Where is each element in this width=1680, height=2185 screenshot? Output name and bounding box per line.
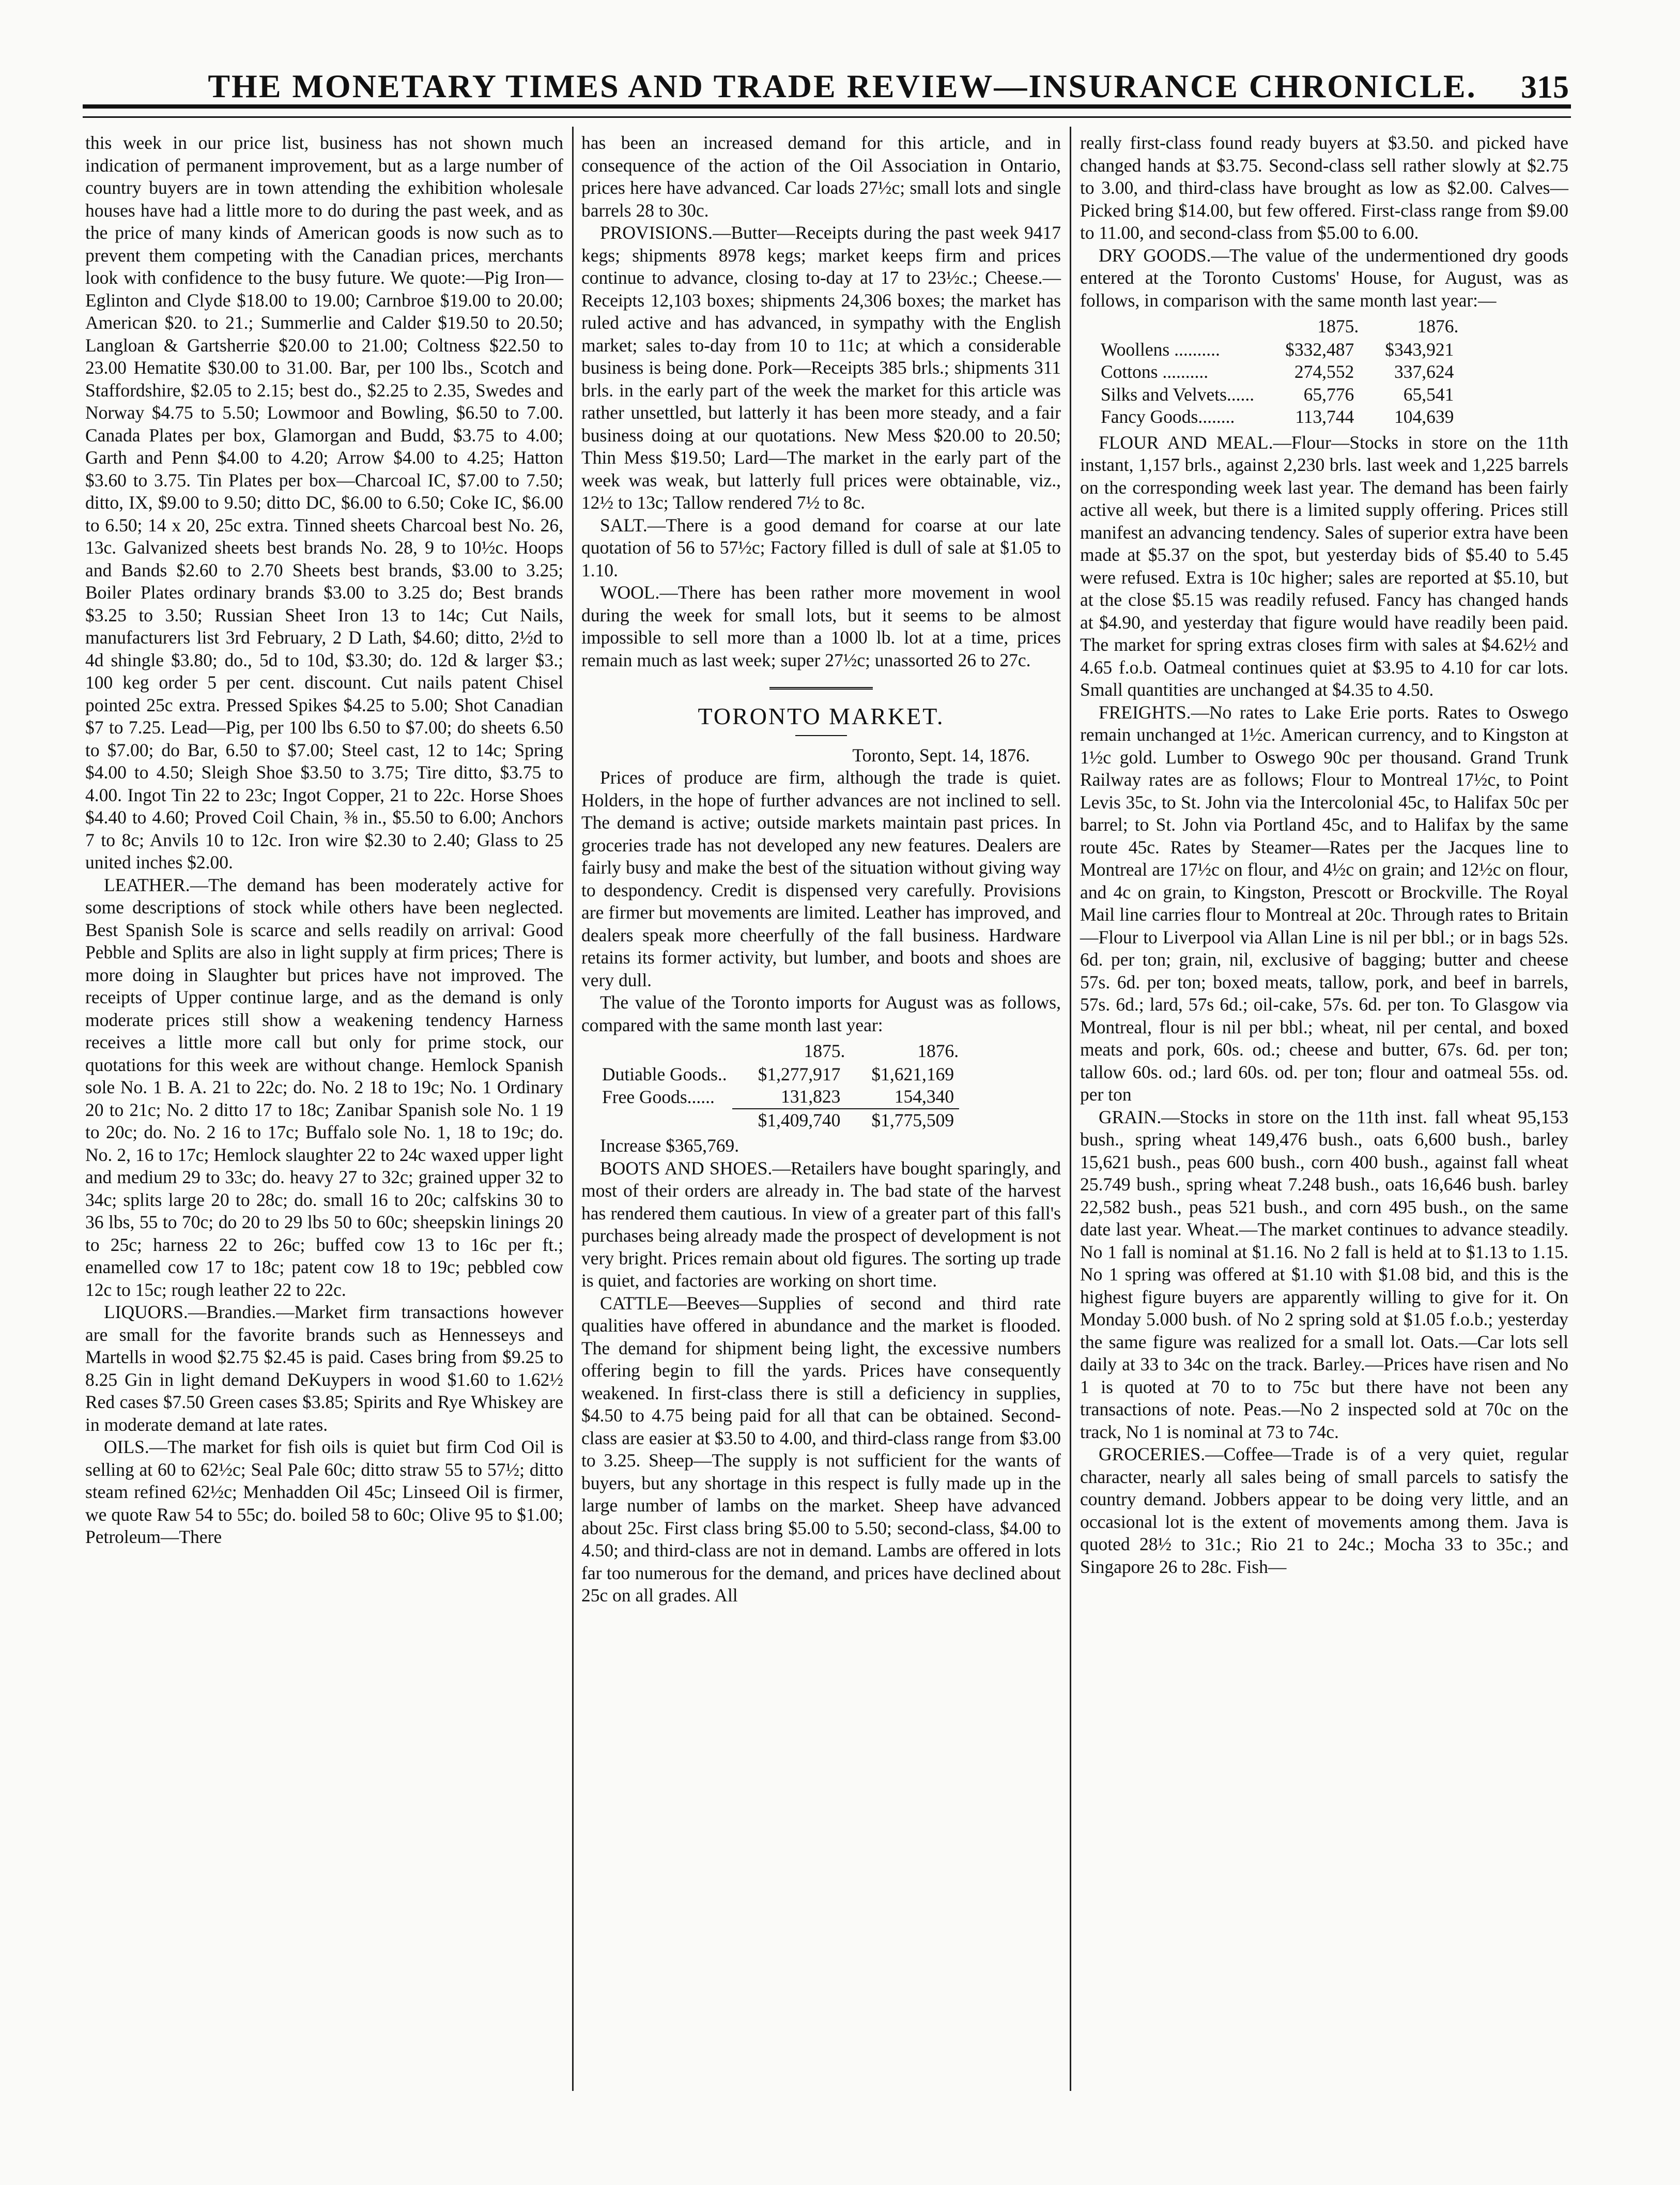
freights-paragraph: FREIGHTS.—No rates to Lake Erie ports. Rates to Oswego remain unchanged at 1½c. American currency, and to Kingston at 1½c gold. Lumber to Oswego 90c per thousand. Grand Trunk Railway rates are as follows; Flour to Montreal 17½c, to Point Levis 35c, to St. John via the Intercolonial 45c, to Halifax 50c per barrel; to St. John via Portland 45c, and to Halifax by the same route 45c. Rates by Steamer—Rates per the Jacques line to Montreal are 17½c on flour, and 4½c on grain; and 12½c on flour, and 4c on grain, to Kingston, Prescott or Brockville. The Royal Mail line carries flour to Montreal at 20c. Through rates to Britain—Flour to Liverpool via Allan Line is nil per bbl.; or in bags 52s. 6d. per ton; grain, nil, exclusive of bagging; butter and cheese 57s. 6d. per ton; boxed meats, tallow, pork, and beef in barrels, 57s. 6d.; lard, 57s 6d.; oil-cake, 57s. 6d. per ton. To Glasgow via Montreal, flour is nil per bbl.; wheat, nil per cental, and boxed meats and pork, 60s. od.; cheese and butter, 67s. 6d. per ton; tallow 60s. od.; lard 60s. od. per ton; flour and oatmeal 55s. od. per ton <box>1080 701 1568 1105</box>
salt-paragraph: SALT.—There is a good demand for coarse at our late quotation of 56 to 57½c; Factory filled is dull of sale at $1.05 to 1.10. <box>581 514 1061 580</box>
dry-goods-table-header <box>1101 315 1459 339</box>
value-1876: $343,921 <box>1385 339 1454 360</box>
row-label: Woollens .......... <box>1101 339 1220 360</box>
row-label: Cottons .......... <box>1101 361 1209 382</box>
boots-shoes-paragraph: BOOTS AND SHOES.—Retailers have bought sparingly, and most of their orders are already in. The bad state of the harvest has rendered them cautious. In view of a greater part of this fall's purchases being already made the prospect of development is not very bright. Prices remain about old figures. The sorting up trade is quiet, and factories are working on short time. <box>581 1157 1061 1291</box>
value-1875: $1,277,917 <box>758 1063 841 1084</box>
table-row <box>602 1063 959 1086</box>
total-1875: $1,409,740 <box>732 1109 846 1132</box>
toronto-market-title: TORONTO MARKET. <box>698 703 945 729</box>
table-row <box>602 1086 959 1109</box>
value-1876: 337,624 <box>1394 361 1454 382</box>
oils-paragraph: OILS.—The market for fish oils is quiet but firm Cod Oil is selling at 60 to 62½c; Seal Pale 60c; ditto straw 55 to 57½; ditto steam refined 62½c; Menhadden Oil 45c; Linseed Oil is firmer, we quote Raw 54 to 55c; do. boiled 58 to 60c; Olive 95 to $1.00; Petroleum—There <box>85 1437 563 1547</box>
table-row <box>1101 384 1459 406</box>
imports-table-header <box>602 1040 959 1063</box>
imports-table <box>602 1040 959 1132</box>
section-divider <box>769 687 873 690</box>
value-1876: $1,621,169 <box>871 1063 954 1084</box>
row-label: Silks and Velvets...... <box>1101 384 1255 405</box>
hardware-paragraph: this week in our price list, business has not shown much indication of permanent improvement, but as a large number of country buyers are in town attending the exhibition wholesale houses have had a little more to do during the past week, and as the price of many kinds of American goods is now such as to prevent them competing with the Canadian prices, merchants look with confidence to the busy future. We quote:—Pig Iron—Eglinton and Clyde $18.00 to 19.00; Carnbroe $19.00 to 20.00; American $20. to 21.; Summerlie and Calder $19.50 to 20.50; Langloan & Gartsherrie $20.00 to 21.00; Coltness $22.50 to 23.00 Hematite $30.00 to 31.00. Bar, per 100 lbs., Scotch and Staffordshire, $2.05 to 2.15; best do., $2.25 to 2.35, Swedes and Norway $4.75 to 5.50; Lowmoor and Bowling, $6.50 to 7.00. Canada Plates per box, Glamorgan and Budd, $3.75 to 4.00; Garth and Penn $4.00 to 4.20; Arrow $4.00 to 4.25; Hatton $3.60 to 3.75. Tin Plates per box—Charcoal IC, $7.00 to 7.50; ditto, IX, $9.00 to 9.50; ditto DC, $6.00 to 6.50; Coke IC, $6.00 to 6.50; 14 x 20, 25c extra. Tinned sheets Charcoal best No. 26, 13c. Galvanized sheets best brands No. 28, 9 to 10½c. Hoops and Bands $2.60 to 2.70 Sheets best brands, $3.00 to 3.25; Boiler Plates ordinary brands $3.00 to 3.25 do; Best brands $3.25 to 3.50; Russian Sheet Iron 13 to 14c; Cut Nails, manufacturers list 3rd February, 2 D Lath, $4.60; ditto, 2½d to 4d shingle $3.80; do., 5d to 10d, $3.30; do. 12d & larger $3.; 100 keg order 5 per cent. discount. Cut nails patent Chisel pointed 25c extra. Pressed Spikes $4.25 to 5.00; Shot Canadian $7 to 7.25. Lead—Pig, per 100 lbs 6.50 to $7.00; do sheets 6.50 to $7.00; do Bar, 6.50 to $7.00; Steel cast, 12 to 14c; Spring $4.00 to 4.50; Sleigh Shoe $3.50 to 3.75; Tire ditto, $3.75 to 4.00. Ingot Tin 22 to 23c; Ingot Copper, 21 to 22c. Horse Shoes $4.40 to 4.60; Proved Coil Chain, ⅜ in., $5.50 to 6.00; Anchors 7 to 8c; Anvils 10 to 12c. Iron wire $2.30 to 2.40; Glass to 25 united inches $2.00. <box>85 132 563 873</box>
column-3 <box>1080 132 1568 1578</box>
value-1875: 131,823 <box>780 1086 841 1107</box>
year-1875-header: 1875. <box>804 1041 845 1061</box>
table-row <box>1101 361 1459 384</box>
table-row <box>1101 406 1459 429</box>
value-1876: 104,639 <box>1394 406 1454 427</box>
column-1 <box>85 132 563 1549</box>
header-rule <box>83 104 1571 109</box>
wool-paragraph: WOOL.—There has been rather more movement in wool during the week for small lots, but it seems to be almost impossible to sell more than a 1000 lb. lot at a time, prices remain much as last week; super 27½c; unassorted 26 to 27c. <box>581 582 1061 670</box>
value-1875: 65,776 <box>1303 384 1354 405</box>
page-number: 315 <box>1521 70 1569 105</box>
toronto-intro-paragraph: Prices of produce are firm, although the trade is quiet. Holders, in the hope of further advances are not inclined to sell. The demand is active; outside markets maintain past prices. In groceries trade has not developed any new features. Dealers are fairly busy and make the best of the situation without giving way to despondency. Credit is dispensed very carefully. Provisions are firmer but movements are limited. Leather has improved, and dealers speak more cheerfully of the fall business. Hardware retains its former activity, but lumber, and boots and shoes are very dull. <box>581 767 1061 990</box>
cattle-paragraph: CATTLE—Beeves—Supplies of second and third rate qualities have offered in abundance and the market is flooded. The demand for shipment being light, the excessive numbers offering begin to fill the yards. Prices have consequently weakened. In first-class there is still a deficiency in supplies, $4.50 to 4.75 being paid for all that can be obtained. Second-class are easier at $3.50 to 4.00, and third-class range from $3.00 to 3.25. Sheep—The supply is not sufficient for the wants of buyers, but any shortage in this respect is fully made up in the large number of lambs on the market. Sheep have advanced about 25c. First class bring $5.00 to 5.50; second-class, $4.00 to 4.50; and third-class are not in demand. Lambs are offered in lots far too numerous for the demand, and prices have declined about 25c on all grades. All <box>581 1292 1061 1606</box>
dateline: Toronto, Sept. 14, 1876. <box>852 744 1030 766</box>
dry-goods-table <box>1101 315 1459 429</box>
year-1876-header: 1876. <box>917 1041 959 1061</box>
dry-goods-paragraph: DRY GOODS.—The value of the undermentioned dry goods entered at the Toronto Customs' House, for August, was as follows, in comparison with the same month last year:— <box>1080 245 1568 311</box>
groceries-paragraph: GROCERIES.—Coffee—Trade is of a very quiet, regular character, nearly all sales being of small parcels to satisfy the country demand. Jobbers appear to be doing very little, and an occasional lot is the extent of movements among them. Java is quoted 28½ to 31c.; Rio 21 to 24c.; Mocha 33 to 35c.; and Singapore 26 to 28c. Fish— <box>1080 1444 1568 1577</box>
title-underline <box>795 735 847 736</box>
year-1875-header: 1875. <box>1317 316 1359 337</box>
row-label: Free Goods...... <box>602 1086 715 1107</box>
value-1875: $332,487 <box>1285 339 1354 360</box>
leather-paragraph: LEATHER.—The demand has been moderately active for some descriptions of stock while others have been neglected. Best Spanish Sole is scarce and sells readily on arrival: Good Pebble and Splits are also in light supply at firm prices; There is more doing in Slaughter but prices have not improved. The receipts of Upper continue large, and as the demand is only moderate prices still show a weakening tendency Harness receives a little more call but only for prime stock, our quotations for this week are without change. Hemlock Spanish sole No. 1 B. A. 21 to 22c; do. No. 2 18 to 19c; No. 1 Ordinary 20 to 21c; No. 2 ditto 17 to 18c; Zanibar Spanish sole No. 1 19 to 20c; do. No. 2 16 to 17c; Buffalo sole No. 1, 18 to 19c; do. No. 2, 16 to 17c; Hemlock slaughter 22 to 24c waxed upper light and medium 29 to 33c; do. heavy 27 to 32c; grained upper 32 to 34c; splits large 20 to 28c; do. small 16 to 20c; calfskins 30 to 36 lbs, 55 to 70c; do 20 to 29 lbs 50 to 60c; sheepskin linings 20 to 25c; harness 22 to 26c; buffed cow 13 to 16c per ft.; enamelled cow 17 to 18c; patent cow 18 to 19c; pebbled cow 12c to 15c; rough leather 22 to 22c. <box>85 874 563 1300</box>
imports-intro-paragraph: The value of the Toronto imports for August was as follows, compared with the same month last year: <box>581 992 1061 1035</box>
petroleum-paragraph: has been an increased demand for this article, and in consequence of the action of the Oil Association in Ontario, prices here have advanced. Car loads 27½c; small lots and single barrels 28 to 30c. <box>581 132 1061 221</box>
table-row <box>1101 339 1459 361</box>
liquors-paragraph: LIQUORS.—Brandies.—Market firm transactions however are small for the favorite brands such as Hennesseys and Martells in wood $2.75 $2.45 is paid. Cases bring from $9.25 to 8.25 Gin in light demand DeKuypers in wood $1.60 to 1.62½ Red cases $7.50 Green cases $3.85; Spirits and Rye Whiskey are in moderate demand at late rates. <box>85 1302 563 1435</box>
column-divider-2 <box>1070 127 1071 2091</box>
value-1875: 274,552 <box>1294 361 1354 382</box>
total-1876: $1,775,509 <box>845 1109 959 1132</box>
total-row <box>602 1109 959 1132</box>
row-label: Dutiable Goods.. <box>602 1063 727 1084</box>
row-label: Fancy Goods........ <box>1101 406 1235 427</box>
grain-paragraph: GRAIN.—Stocks in store on the 11th inst. fall wheat 95,153 bush., spring wheat 149,476 bush., oats 6,600 bush., barley 15,621 bush., peas 600 bush., corn 400 bush., against fall wheat 25.749 bush., spring wheat 7.248 bush., oats 16,646 bush. barley 22,582 bush., peas 521 bush., and corn 495 bush., on the same date last year. Wheat.—The market continues to advance steadily. No 1 fall is nominal at $1.16. No 2 fall is held at to $1.13 to 1.15. No 1 spring was offered at $1.10 with $1.08 bid, and this is the highest figure buyers are apparently willing to give for it. On Monday 5.000 bush. of No 2 spring sold at $1.05 f.o.b.; yesterday the same figure was realized for a small lot. Oats.—Car lots sell daily at 33 to 34c on the track. Barley.—Prices have risen and No 1 is quoted at 70 to to 75c but there have not been any transactions of note. Peas.—No 2 inspected sold at 70c on the track, No 1 is nominal at 73 to 74c. <box>1080 1106 1568 1442</box>
page-header: THE MONETARY TIMES AND TRADE REVIEW—INSURANCE CHRONICLE. <box>208 68 1477 104</box>
increase-line: Increase $365,769. <box>600 1135 739 1156</box>
header-rule-thin <box>83 116 1571 118</box>
value-1875: 113,744 <box>1295 406 1354 427</box>
provisions-paragraph: PROVISIONS.—Butter—Receipts during the past week 9417 kegs; shipments 8978 kegs; market keeps firm and prices continue to advance, closing to-day at 17 to 23½c.; Cheese.—Receipts 12,103 boxes; shipments 24,306 boxes; the market has ruled active and has advanced, in sympathy with the English market; sales to-day from 10 to 11c; at which a considerable business is being done. Pork—Receipts 385 brls.; shipments 311 brls. in the early part of the week the market for this article was rather unsettled, but latterly it has been more steady, and a fair business doing at our quotations. New Mess $20.00 to 20.50; Thin Mess $19.50; Lard—The market in the early part of the week was weak, but latterly full prices were obtainable, viz., 12½ to 13c; Tallow rendered 7½ to 8c. <box>581 222 1061 513</box>
value-1876: 65,541 <box>1403 384 1454 405</box>
flour-meal-paragraph: FLOUR AND MEAL.—Flour—Stocks in store on the 11th instant, 1,157 brls., against 2,230 brls. last week and 1,225 barrels on the corresponding week last year. The demand has been fairly active all week, but there is a limited supply offering. Prices still manifest an advancing tendency. Sales of superior extra have been made at $5.37 on the spot, but yesterday bids of $5.40 to 5.45 were refused. Extra is 10c higher; sales are reported at $5.10, but at the close $5.15 was readily refused. Fancy has changed hands at $4.90, and yesterday that figure would have readily been paid. The market for spring extras closes firm with sales at $4.62½ and 4.65 f.o.b. Oatmeal continues quiet at $3.95 to 4.10 for car lots. Small quantities are unchanged at $4.35 to 4.50. <box>1080 432 1568 700</box>
column-2 <box>581 132 1061 1607</box>
column-divider-1 <box>572 127 574 2091</box>
value-1876: 154,340 <box>894 1086 954 1107</box>
lambs-paragraph: really first-class found ready buyers at $3.50. and picked have changed hands at $3.75. Second-class sell rather slowly at $2.75 to 3.00, and third-class have brought as low as $2.00. Calves—Picked bring $14.00, but few offered. First-class range from $9.00 to 11.00, and second-class from $5.00 to 6.00. <box>1080 132 1568 243</box>
year-1876-header: 1876. <box>1417 316 1459 337</box>
